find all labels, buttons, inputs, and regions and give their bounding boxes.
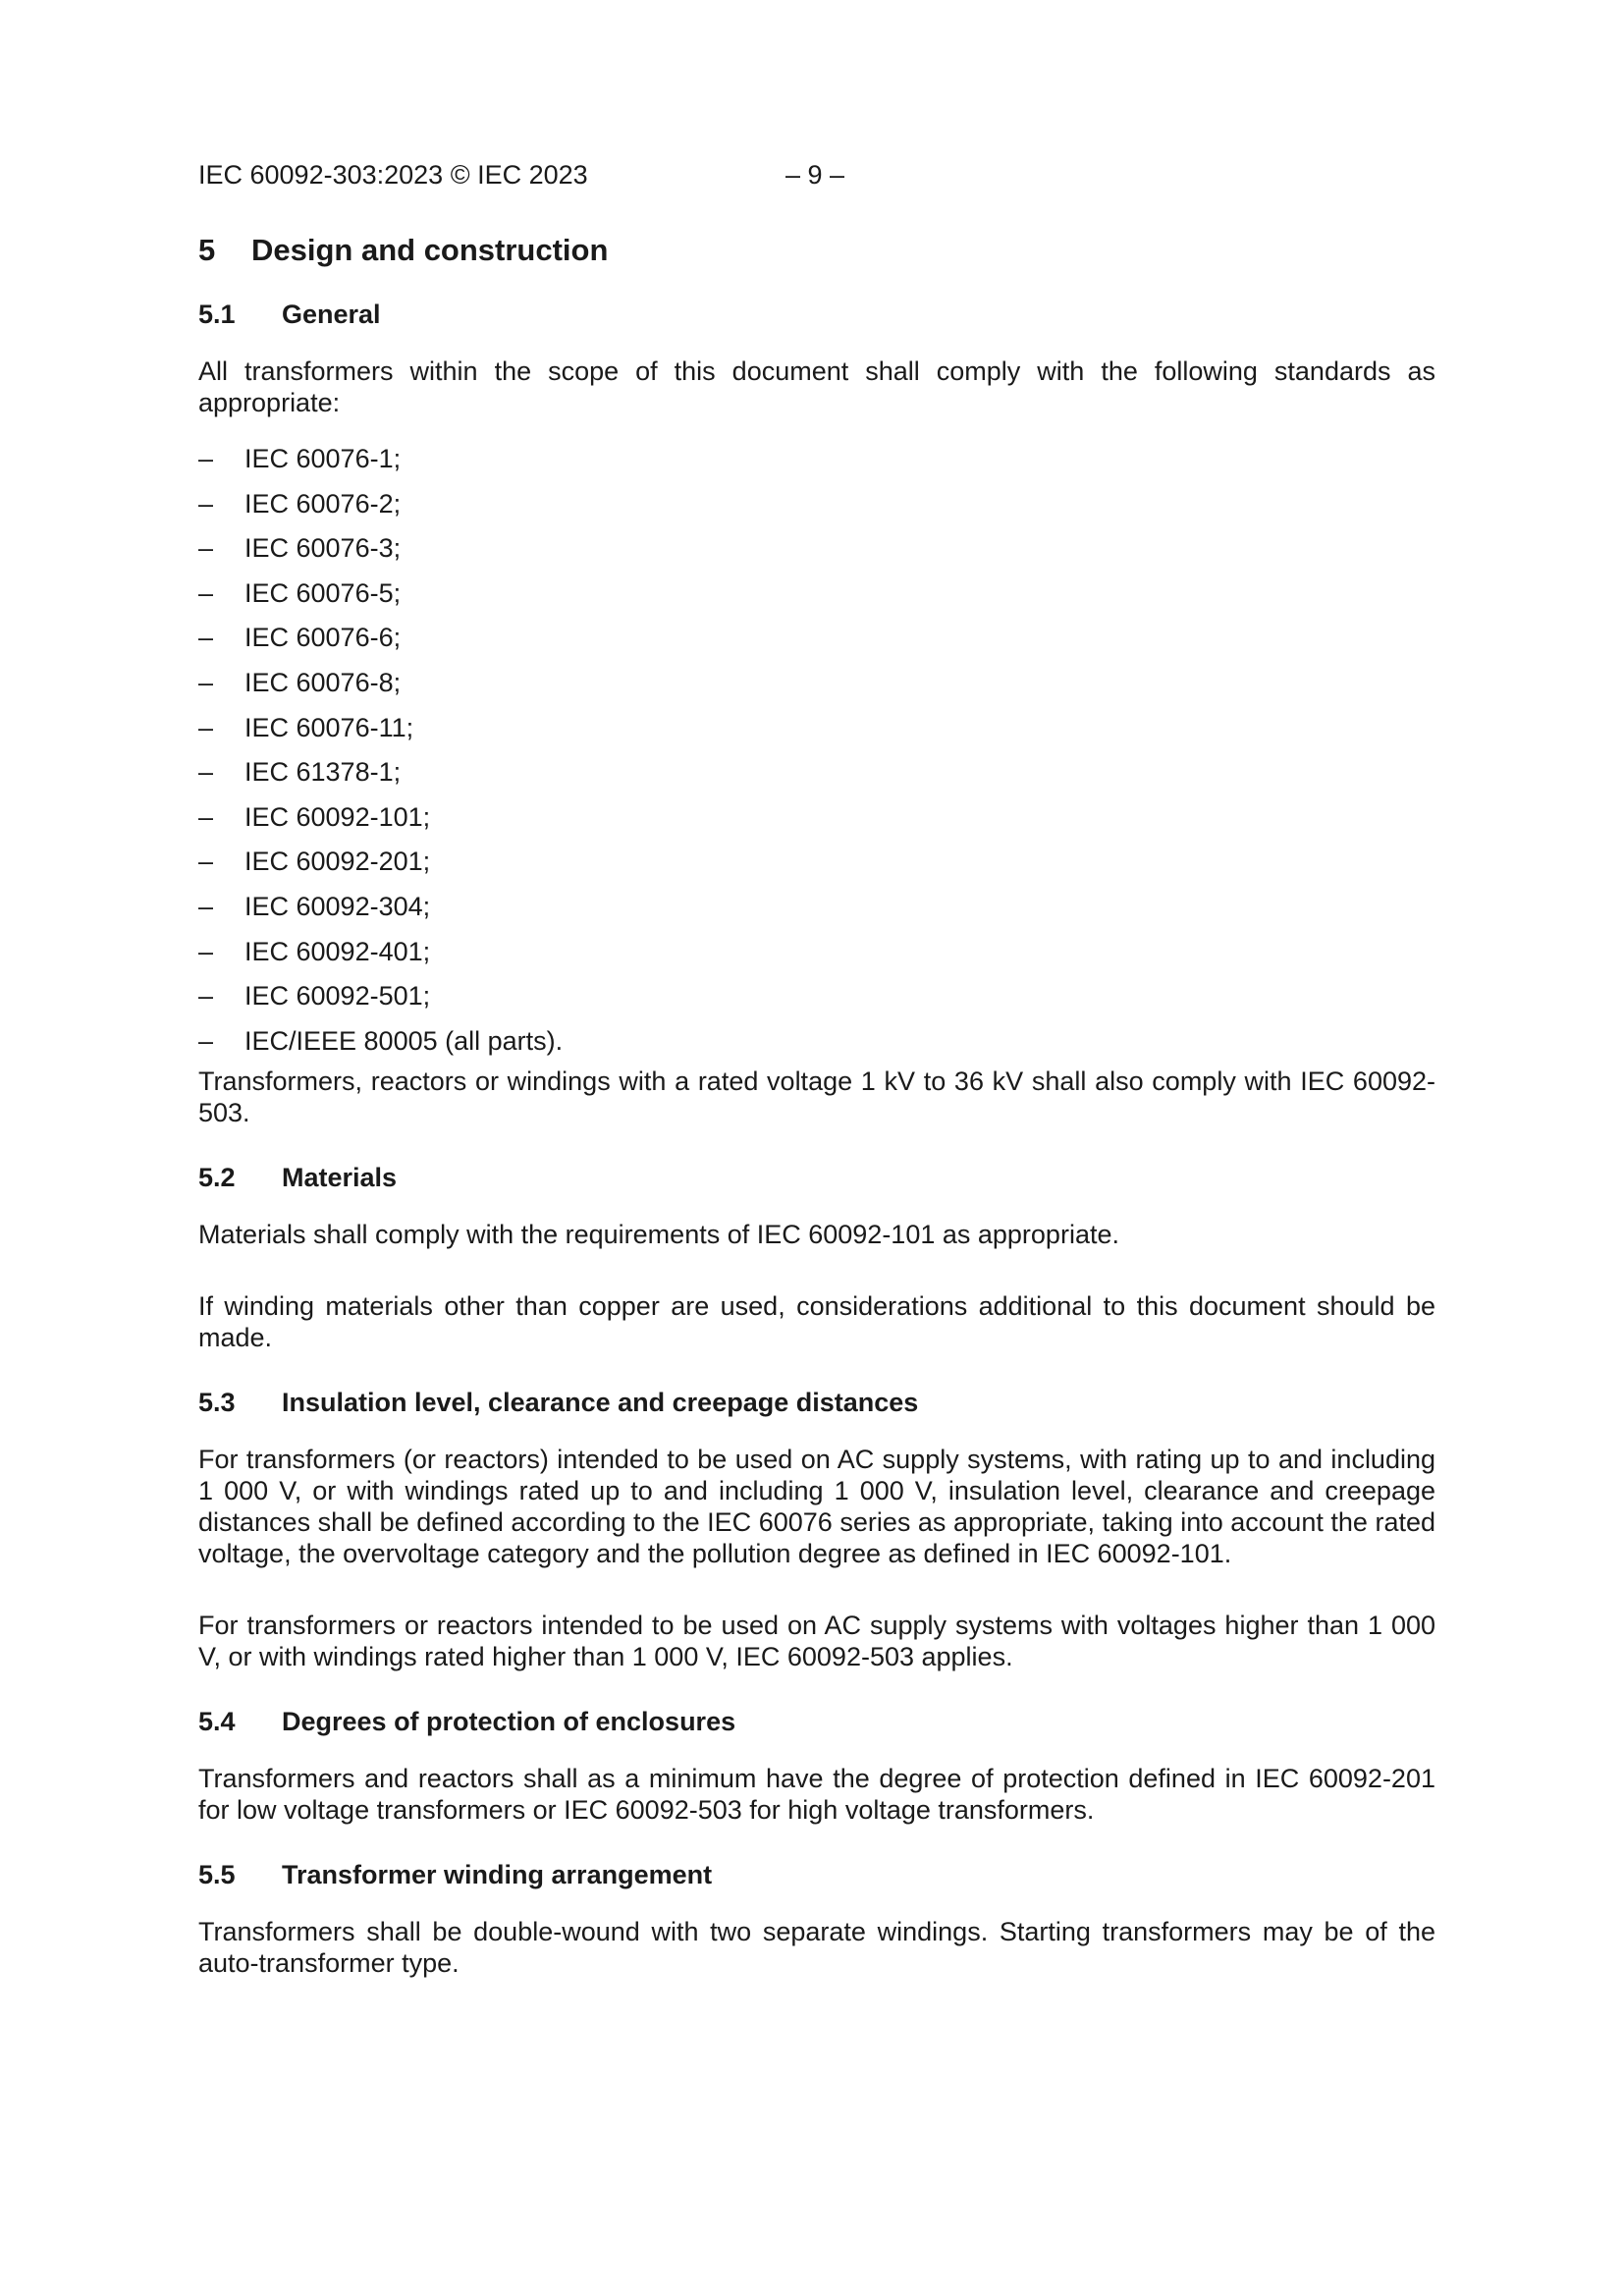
list-dash: – bbox=[198, 712, 214, 742]
standard-reference: IEC 60076-5; bbox=[244, 577, 402, 608]
insulation-paragraph-2: For transformers or reactors intended to be used on AC supply systems with voltages higher than 1 000 V, or with windings rated higher than 1 000 V, IEC 60092-503 applies. bbox=[198, 1611, 1435, 1672]
section-number: 5.3 bbox=[198, 1388, 236, 1418]
section-5-3-heading bbox=[198, 1385, 1435, 1420]
list-item bbox=[198, 488, 1435, 519]
materials-paragraph-1: Materials shall comply with the requirements of IEC 60092-101 as appropriate. bbox=[198, 1220, 1119, 1250]
standard-reference: IEC 60076-1; bbox=[244, 444, 402, 473]
list-dash: – bbox=[198, 891, 214, 921]
section-5-1-heading bbox=[198, 297, 1435, 332]
list-item bbox=[198, 532, 1435, 564]
list-item bbox=[198, 980, 1435, 1011]
section-title: Design and construction bbox=[251, 233, 609, 267]
list-dash: – bbox=[198, 757, 214, 788]
list-dash: – bbox=[198, 936, 214, 966]
section-5-5-heading bbox=[198, 1857, 1435, 1892]
protection-paragraph: Transformers and reactors shall as a minimum have the degree of protection defined in IEC 60092-201 for low voltage transformers or IEC 60092-503 for high voltage transformers. bbox=[198, 1764, 1435, 1826]
section-title: Materials bbox=[282, 1163, 398, 1193]
list-dash: – bbox=[198, 577, 214, 608]
list-item bbox=[198, 622, 1435, 653]
section-title: Insulation level, clearance and creepage distances bbox=[282, 1388, 919, 1418]
list-dash: – bbox=[198, 488, 214, 519]
standard-reference: IEC 60076-2; bbox=[244, 488, 402, 519]
section-5-2-heading bbox=[198, 1160, 1435, 1195]
list-dash: – bbox=[198, 623, 214, 653]
section-title: Transformer winding arrangement bbox=[282, 1860, 713, 1890]
list-dash: – bbox=[198, 981, 214, 1011]
list-item bbox=[198, 712, 1435, 743]
winding-paragraph: Transformers shall be double-wound with two separate windings. Starting transformers may be of the auto-transformer type. bbox=[198, 1917, 1435, 1979]
list-item bbox=[198, 443, 1435, 474]
standard-reference: IEC 60092-101; bbox=[244, 801, 431, 832]
standard-reference: IEC 60076-11; bbox=[244, 712, 414, 742]
list-item bbox=[198, 1025, 1435, 1057]
list-item bbox=[198, 801, 1435, 833]
general-intro-paragraph: All transformers within the scope of this document shall comply with the following standards as appropriate: bbox=[198, 356, 1435, 417]
standard-reference: IEC 60076-6; bbox=[244, 623, 402, 653]
section-title: General bbox=[282, 300, 381, 329]
standard-reference: IEC/IEEE 80005 (all parts). bbox=[244, 1025, 564, 1056]
page-header bbox=[198, 155, 1435, 194]
standards-list bbox=[198, 443, 1435, 1057]
standard-reference: IEC 60092-501; bbox=[244, 981, 431, 1011]
standard-reference: IEC 60092-401; bbox=[244, 936, 431, 966]
standard-reference: IEC 60076-8; bbox=[244, 667, 402, 697]
list-item bbox=[198, 936, 1435, 967]
list-dash: – bbox=[198, 667, 214, 697]
list-item bbox=[198, 577, 1435, 609]
section-5-heading bbox=[198, 231, 1435, 270]
section-number: 5.1 bbox=[198, 300, 236, 329]
section-number: 5.5 bbox=[198, 1860, 236, 1890]
section-number: 5.2 bbox=[198, 1163, 236, 1193]
list-dash: – bbox=[198, 801, 214, 832]
page-number: – 9 – bbox=[785, 160, 845, 190]
list-item bbox=[198, 891, 1435, 922]
document-identifier: IEC 60092-303:2023 © IEC 2023 bbox=[198, 160, 588, 190]
insulation-paragraph-1: For transformers (or reactors) intended to be used on AC supply systems, with rating up to and including 1 000 V, or with windings rated up to and including 1 000 V, insulation level, clearance and creepage distances shall be defined according to the IEC 60076 series as appropriate, taking into account the rated voltage, the overvoltage category and the pollution degree as defined in IEC 60092-101. bbox=[198, 1445, 1435, 1569]
standard-reference: IEC 60092-201; bbox=[244, 847, 431, 877]
materials-paragraph-2: If winding materials other than copper are used, considerations additional to this document should be made. bbox=[198, 1291, 1435, 1353]
list-item bbox=[198, 667, 1435, 698]
general-outro-paragraph: Transformers, reactors or windings with a rated voltage 1 kV to 36 kV shall also comply with IEC 60092-503. bbox=[198, 1066, 1435, 1128]
section-number: 5 bbox=[198, 233, 216, 267]
list-dash: – bbox=[198, 1025, 214, 1056]
section-5-4-heading bbox=[198, 1704, 1435, 1739]
list-item bbox=[198, 756, 1435, 788]
list-dash: – bbox=[198, 533, 214, 564]
section-number: 5.4 bbox=[198, 1707, 236, 1737]
list-dash: – bbox=[198, 847, 214, 877]
standard-reference: IEC 61378-1; bbox=[244, 757, 402, 788]
standard-reference: IEC 60092-304; bbox=[244, 891, 431, 921]
list-dash: – bbox=[198, 444, 214, 473]
standard-reference: IEC 60076-3; bbox=[244, 533, 402, 564]
section-title: Degrees of protection of enclosures bbox=[282, 1707, 736, 1737]
document-page bbox=[198, 155, 1435, 1979]
list-item bbox=[198, 846, 1435, 877]
